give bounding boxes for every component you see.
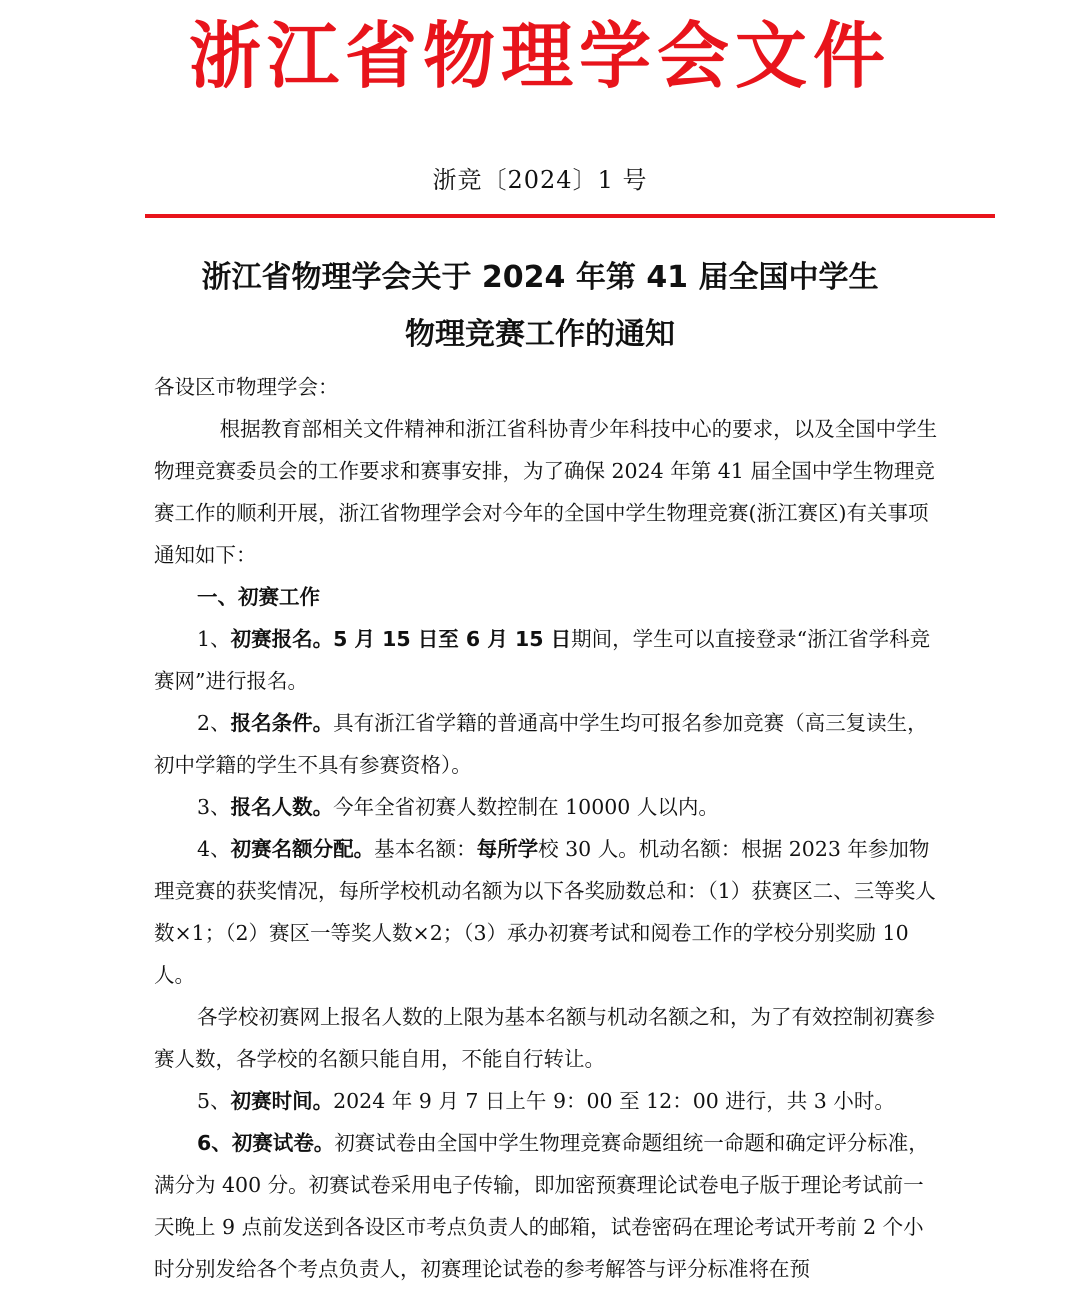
item-text: 2024 年 9 月 7 日上午 9：00 至 12：00 进行，共 3 小时。 [333, 1089, 895, 1113]
document-body [154, 366, 940, 1290]
item-label: 初赛试卷。 [231, 1131, 335, 1155]
item-exam-time [154, 1080, 940, 1122]
item-label: 初赛名额分配。 [230, 837, 375, 861]
registration-dates: 5 月 15 日至 6 月 15 日 [333, 627, 572, 651]
item-number: 4、 [197, 837, 231, 861]
item-quota-allocation [154, 828, 940, 996]
item-label: 初赛时间。 [230, 1089, 334, 1113]
item-number: 5、 [197, 1089, 231, 1113]
item-text: 具有浙江省学籍的普通高中学生均可报名参加竞赛（高三复读生，初中学籍的学生不具有参赛资格）。 [154, 711, 928, 777]
item-label: 初赛报名。 [230, 627, 334, 651]
notice-title-line-2: 物理竞赛工作的通知 [405, 317, 675, 352]
item-label: 报名人数。 [230, 795, 334, 819]
salutation: 各设区市物理学会： [154, 375, 339, 399]
item-eligibility [154, 702, 940, 786]
document-header-title: 浙江省物理学会文件 [188, 13, 891, 98]
item-number: 6、 [197, 1131, 232, 1155]
item-text: 初赛试卷由全国中学生物理竞赛命题组统一命题和确定评分标准，满分为 400 分。初赛试卷采用电子传输，即加密预赛理论试卷电子版于理论考试前一天晚上 9 点前发送到各设区市考点负责人的邮箱，试卷密码在理论考试开考前 2 个小时分别发给各个考点负责人，初赛理论试卷的参考解答与评分标准将在预 [154, 1131, 929, 1281]
quota-paragraph: 各学校初赛网上报名人数的上限为基本名额与机动名额之和，为了有效控制初赛参赛人数，各学校的名额只能自用，不能自行转让。 [154, 1005, 936, 1071]
red-divider-line [145, 214, 995, 218]
item-label: 报名条件。 [230, 711, 334, 735]
section-heading-preliminary: 一、初赛工作 [197, 585, 321, 609]
item-text-bold: 每所学 [476, 837, 539, 861]
item-number: 1、 [197, 627, 231, 651]
item-registration [154, 618, 940, 702]
item-number: 2、 [197, 711, 231, 735]
item-text: 期间，学生可以直接登录“浙江省学科竞赛网”进行报名。 [154, 627, 931, 693]
intro-paragraph: 根据教育部相关文件精神和浙江省科协青少年科技中心的要求，以及全国中学生物理竞赛委员会的工作要求和赛事安排，为了确保 2024 年第 41 届全国中学生物理竞赛工作的顺利开展，浙江省物理学会对今年的全国中学生物理竞赛(浙江赛区)有关事项通知如下： [154, 417, 938, 567]
document-number: 浙竞〔2024〕1 号 [432, 166, 648, 194]
item-text: 校 30 人。机动名额：根据 2023 年参加物理竞赛的获奖情况，每所学校机动名额为以下各奖励数总和：（1）获赛区二、三等奖人数×1；（2）赛区一等奖人数×2；（3）承办初赛考试和阅卷工作的学校分别奖励 10 人。 [154, 837, 936, 987]
item-participant-count [154, 786, 940, 828]
item-exam-paper [154, 1122, 940, 1290]
notice-title-line-1: 浙江省物理学会关于 2024 年第 41 届全国中学生 [201, 260, 879, 295]
item-number: 3、 [197, 795, 231, 819]
item-text: 今年全省初赛人数控制在 10000 人以内。 [333, 795, 719, 819]
item-text: 基本名额： [374, 837, 477, 861]
